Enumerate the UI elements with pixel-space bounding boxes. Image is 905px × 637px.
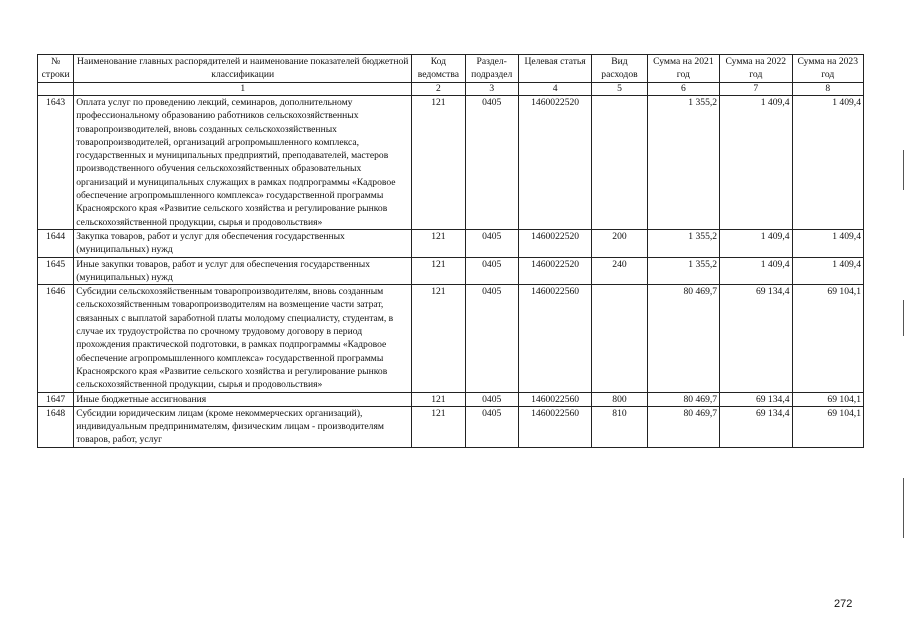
row-sum-2023: 69 104,1 [792, 392, 863, 406]
table-row [38, 96, 864, 230]
row-code: 121 [412, 392, 465, 406]
row-code: 121 [412, 257, 465, 285]
header-row-no: № строки [38, 55, 74, 83]
header-section: Раздел-подраздел [465, 55, 518, 83]
row-sum-2022: 69 134,4 [720, 285, 792, 392]
table-row [38, 406, 864, 447]
row-sum-2021: 80 469,7 [647, 392, 719, 406]
row-expense-type: 200 [592, 229, 647, 257]
page-number: 272 [834, 598, 853, 610]
row-section: 0405 [465, 285, 518, 392]
row-sum-2023: 69 104,1 [792, 285, 863, 392]
header-expense-type: Вид расходов [592, 55, 647, 83]
row-sum-2023: 1 409,4 [792, 96, 863, 230]
row-code: 121 [412, 96, 465, 230]
row-number: 1647 [38, 392, 74, 406]
scan-edge-mark [903, 478, 904, 538]
row-name: Субсидии сельскохозяйственным товаропроизводителям, вновь созданным сельскохозяйственным товаропроизводителям на возмещение части затрат, связанных с выплатой заработной платы молодому специалисту, студентам, в случае их трудоустройства по срочному трудовому договору в период прохождения практической подготовки, в рамках подпрограммы «Кадровое обеспечение агропромышленного комплекса» государственной программы Красноярского края «Развитие сельского хозяйства и регулирование рынков сельскохозяйственной продукции, сырья и продовольствия» [74, 285, 412, 392]
row-target: 1460022520 [518, 257, 591, 285]
row-number: 1644 [38, 229, 74, 257]
row-number: 1645 [38, 257, 74, 285]
row-sum-2022: 1 409,4 [720, 96, 792, 230]
row-target: 1460022560 [518, 285, 591, 392]
row-section: 0405 [465, 229, 518, 257]
row-sum-2021: 80 469,7 [647, 285, 719, 392]
row-section: 0405 [465, 257, 518, 285]
row-expense-type: 240 [592, 257, 647, 285]
row-target: 1460022560 [518, 392, 591, 406]
row-sum-2023: 69 104,1 [792, 406, 863, 447]
column-number-row [38, 83, 864, 96]
row-sum-2021: 1 355,2 [647, 96, 719, 230]
budget-table [37, 54, 864, 448]
row-expense-type [592, 285, 647, 392]
row-code: 121 [412, 406, 465, 447]
row-expense-type: 800 [592, 392, 647, 406]
row-sum-2021: 80 469,7 [647, 406, 719, 447]
row-name: Иные бюджетные ассигнования [74, 392, 412, 406]
row-sum-2022: 1 409,4 [720, 229, 792, 257]
row-code: 121 [412, 285, 465, 392]
row-name: Закупка товаров, работ и услуг для обеспечения государственных (муниципальных) нужд [74, 229, 412, 257]
table-row [38, 285, 864, 392]
table-row [38, 229, 864, 257]
column-number: 6 [647, 83, 719, 96]
header-name: Наименование главных распорядителей и наименование показателей бюджетной классификации [74, 55, 412, 83]
column-number: 7 [720, 83, 792, 96]
header-sum-2023: Сумма на 2023 год [792, 55, 863, 83]
header-target: Целевая статья [518, 55, 591, 83]
header-code: Код ведомства [412, 55, 465, 83]
scan-edge-mark [903, 150, 904, 190]
row-sum-2021: 1 355,2 [647, 257, 719, 285]
row-number: 1643 [38, 96, 74, 230]
column-number: 1 [74, 83, 412, 96]
row-target: 1460022520 [518, 229, 591, 257]
row-sum-2022: 69 134,4 [720, 406, 792, 447]
header-sum-2021: Сумма на 2021 год [647, 55, 719, 83]
column-number [38, 83, 74, 96]
row-target: 1460022560 [518, 406, 591, 447]
column-number: 4 [518, 83, 591, 96]
scan-edge-mark [903, 300, 904, 336]
row-number: 1648 [38, 406, 74, 447]
header-sum-2022: Сумма на 2022 год [720, 55, 792, 83]
row-expense-type [592, 96, 647, 230]
row-sum-2022: 1 409,4 [720, 257, 792, 285]
column-number: 8 [792, 83, 863, 96]
row-expense-type: 810 [592, 406, 647, 447]
table-header-row [38, 55, 864, 83]
row-target: 1460022520 [518, 96, 591, 230]
column-number: 3 [465, 83, 518, 96]
row-name: Иные закупки товаров, работ и услуг для обеспечения государственных (муниципальных) нужд [74, 257, 412, 285]
table-row [38, 257, 864, 285]
row-name: Оплата услуг по проведению лекций, семинаров, дополнительному профессиональному образованию работников сельскохозяйственных товаропроизводителей, вновь созданных сельскохозяйственных товаропроизводителей, организаций агропромышленного комплекса, государственных и муниципальных предприятий, преподавателей, мастеров производственного обучения сельскохозяйственных образовательных организаций и муниципальных служащих в рамках подпрограммы «Кадровое обеспечение агропромышленного комплекса» государственной программы Красноярского края «Развитие сельского хозяйства и регулирование рынков сельскохозяйственной продукции, сырья и продовольствия» [74, 96, 412, 230]
row-sum-2023: 1 409,4 [792, 229, 863, 257]
row-number: 1646 [38, 285, 74, 392]
row-sum-2021: 1 355,2 [647, 229, 719, 257]
column-number: 2 [412, 83, 465, 96]
row-sum-2023: 1 409,4 [792, 257, 863, 285]
row-code: 121 [412, 229, 465, 257]
column-number: 5 [592, 83, 647, 96]
row-sum-2022: 69 134,4 [720, 392, 792, 406]
row-section: 0405 [465, 406, 518, 447]
row-name: Субсидии юридическим лицам (кроме некоммерческих организаций), индивидуальным предпринимателям, физическим лицам - производителям товаров, работ, услуг [74, 406, 412, 447]
row-section: 0405 [465, 392, 518, 406]
row-section: 0405 [465, 96, 518, 230]
table-row [38, 392, 864, 406]
